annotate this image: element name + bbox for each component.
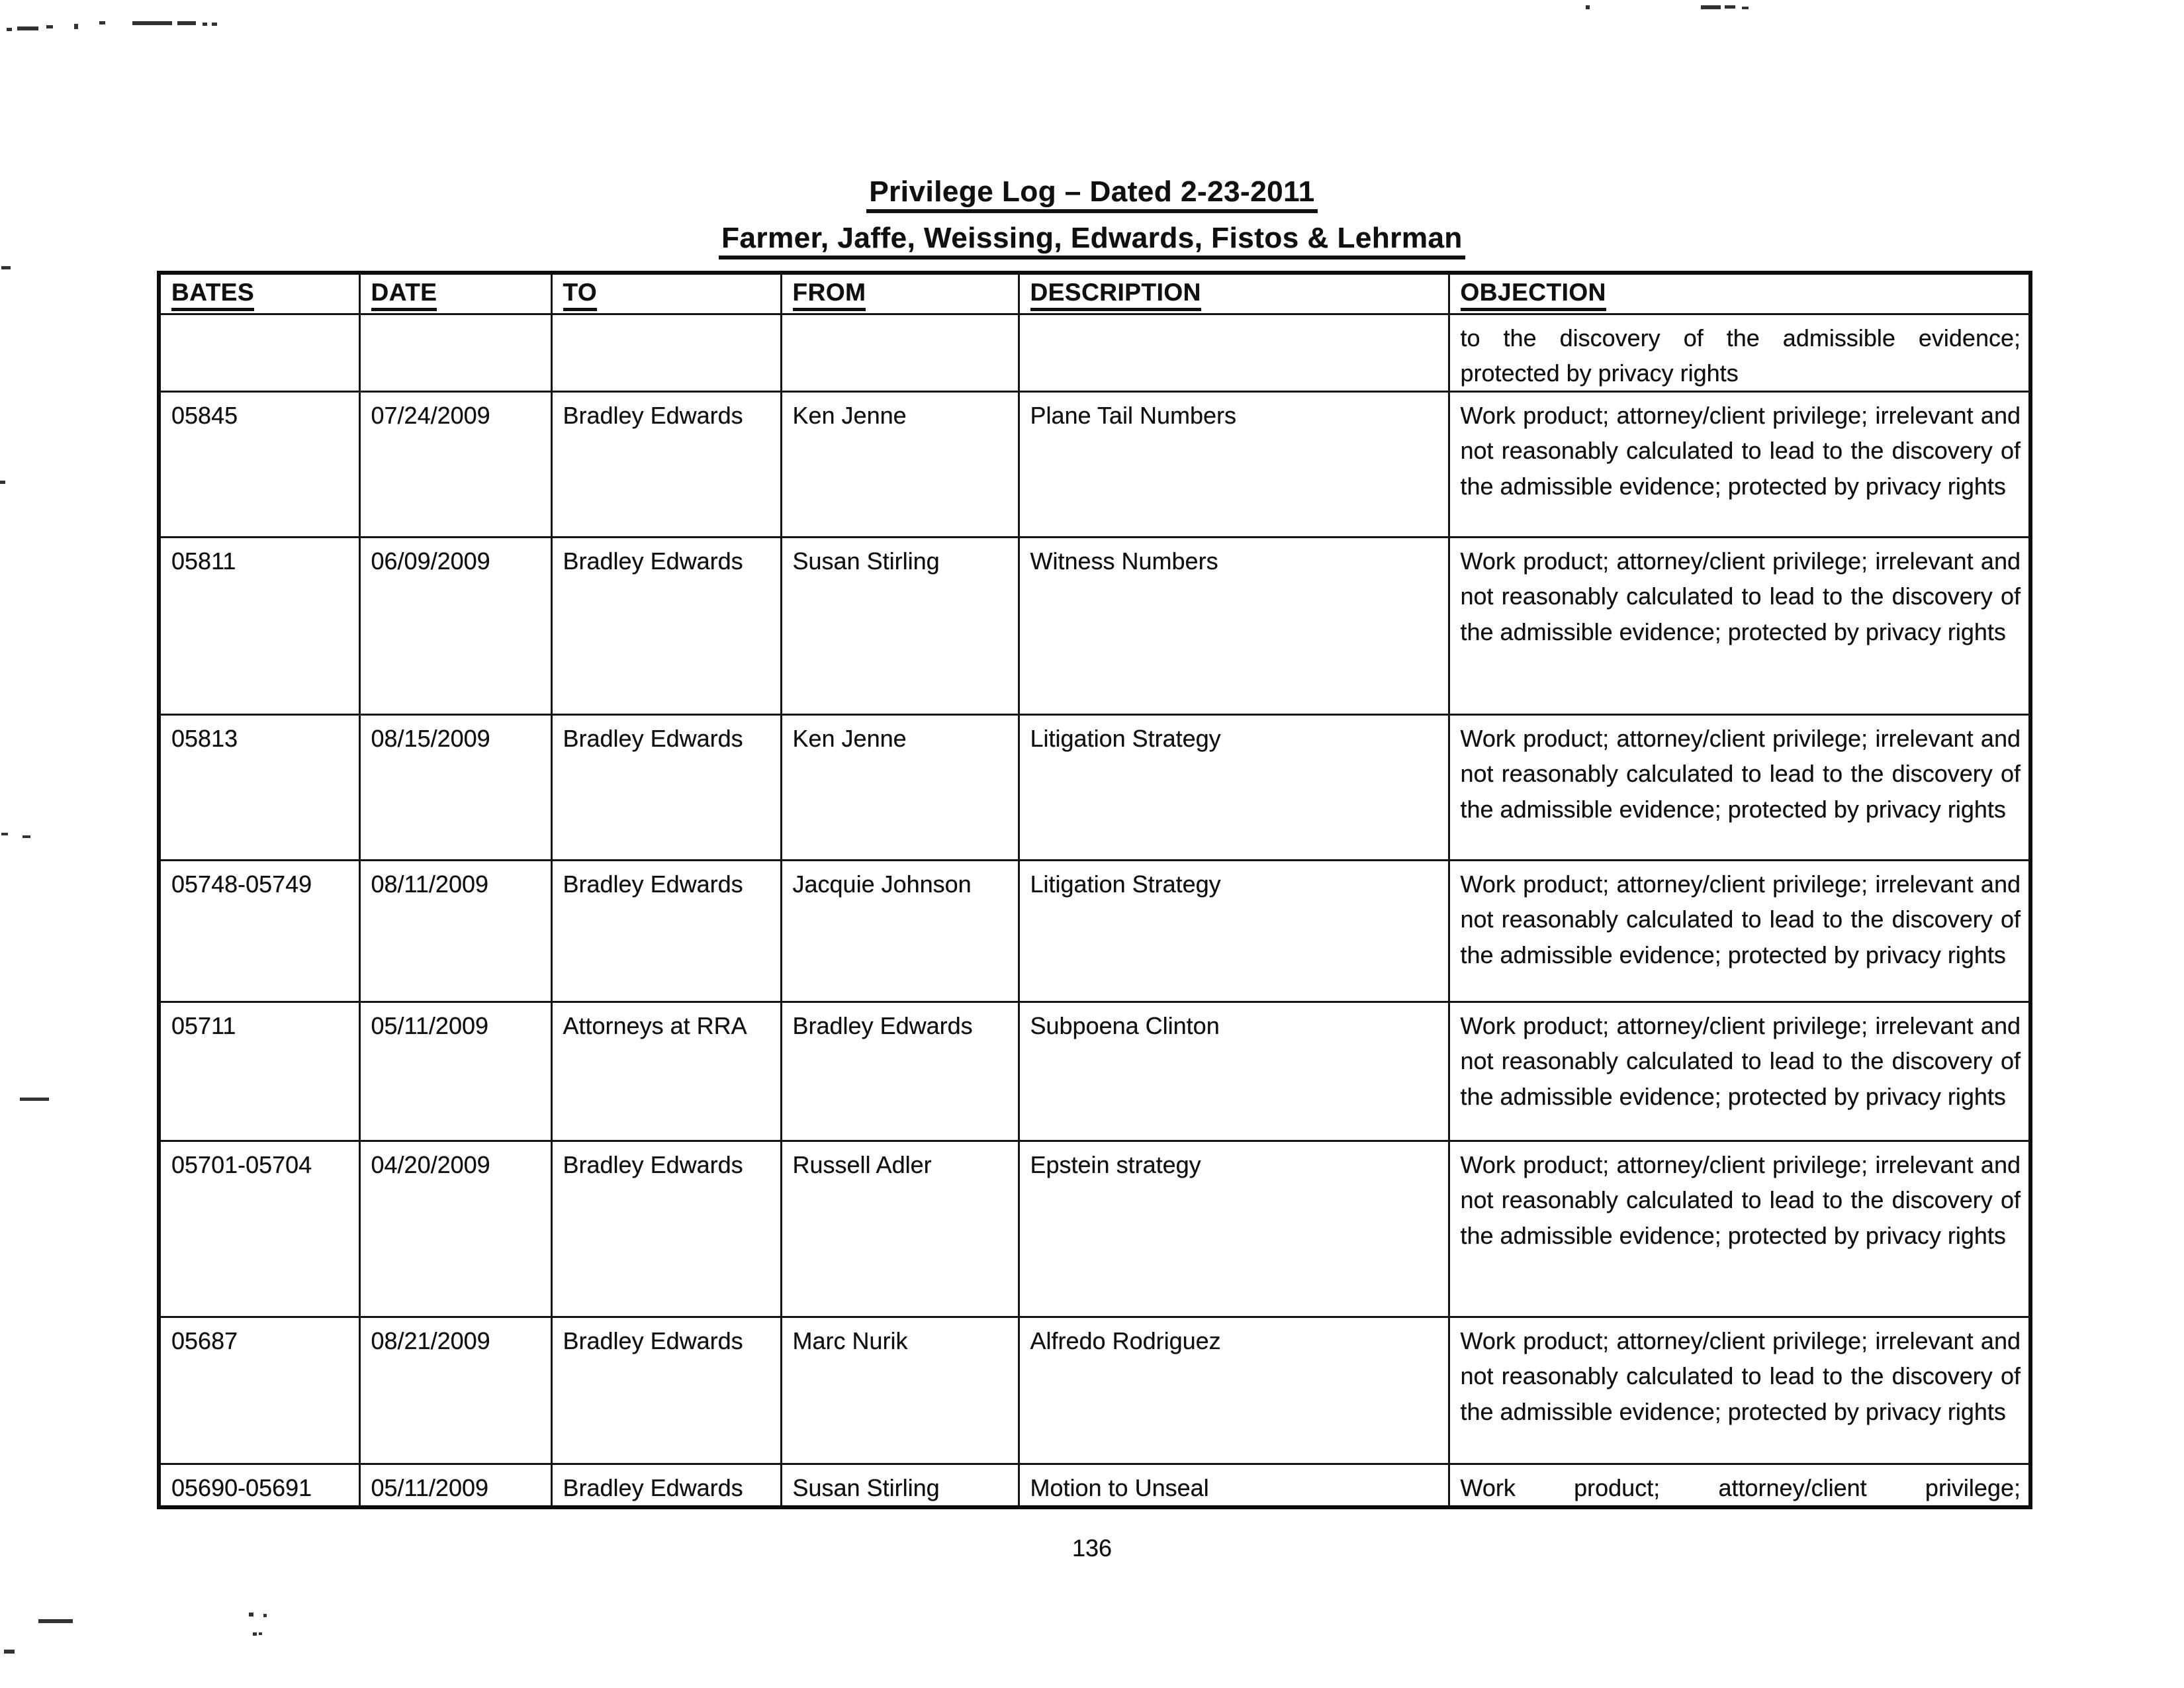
- objection-cell: Work product; attorney/client privilege; irrelevant and not reasonably calculated to lead to the discovery of the admissible evidence; protected by privacy rights: [1449, 392, 2030, 538]
- date-cell: 08/21/2009: [359, 1317, 551, 1464]
- scan-artifact: [1586, 5, 1590, 9]
- bates-cell: 05687: [159, 1317, 359, 1464]
- page-number: 136: [1071, 1534, 1113, 1562]
- column-header-to: [551, 273, 781, 314]
- table-row: [159, 715, 2030, 861]
- scan-artifact: [177, 21, 196, 25]
- scan-artifact: [1, 833, 8, 835]
- column-header-from: [781, 273, 1019, 314]
- column-header-objection-label: OBJECTION: [1461, 279, 1606, 311]
- from-cell: [781, 314, 1019, 392]
- scan-artifact: [259, 1632, 262, 1635]
- column-header-bates-label: BATES: [171, 279, 254, 311]
- objection-cell: Work product; attorney/client privilege; irrelevant and not reasonably calculated to lead to the discovery of the admissible evidence; protected by privacy rights: [1449, 1317, 2030, 1464]
- table-row: [159, 861, 2030, 1002]
- description-cell: Alfredo Rodriguez: [1019, 1317, 1449, 1464]
- objection-cell: Work product; attorney/client privilege;: [1449, 1464, 2030, 1508]
- description-cell: Plane Tail Numbers: [1019, 392, 1449, 538]
- scan-artifact: [7, 28, 12, 31]
- column-header-bates: [159, 273, 359, 314]
- bates-cell: 05701-05704: [159, 1141, 359, 1317]
- column-header-objection: [1449, 273, 2030, 314]
- date-cell: [359, 314, 551, 392]
- header-row: [159, 273, 2030, 314]
- date-cell: 05/11/2009: [359, 1002, 551, 1141]
- from-cell: Bradley Edwards: [781, 1002, 1019, 1141]
- description-cell: Subpoena Clinton: [1019, 1002, 1449, 1141]
- objection-cell: Work product; attorney/client privilege; irrelevant and not reasonably calculated to lead to the discovery of the admissible evidence; protected by privacy rights: [1449, 1141, 2030, 1317]
- column-header-date: [359, 273, 551, 314]
- date-cell: 05/11/2009: [359, 1464, 551, 1508]
- to-cell: Attorneys at RRA: [551, 1002, 781, 1141]
- objection-cell: Work product; attorney/client privilege; irrelevant and not reasonably calculated to lead to the discovery of the admissible evidence; protected by privacy rights: [1449, 861, 2030, 1002]
- to-cell: Bradley Edwards: [551, 861, 781, 1002]
- table-row: [159, 1317, 2030, 1464]
- scan-artifact: [17, 26, 38, 30]
- scan-artifact: [1742, 7, 1749, 9]
- table-row: [159, 1141, 2030, 1317]
- to-cell: [551, 314, 781, 392]
- column-header-from-label: FROM: [793, 279, 866, 311]
- bates-cell: 05748-05749: [159, 861, 359, 1002]
- scan-artifact: [99, 21, 105, 24]
- from-cell: Ken Jenne: [781, 715, 1019, 861]
- table-row: [159, 538, 2030, 715]
- objection-cell: Work product; attorney/client privilege; irrelevant and not reasonably calculated to lead to the discovery of the admissible evidence; protected by privacy rights: [1449, 715, 2030, 861]
- scan-artifact: [4, 1650, 15, 1654]
- to-cell: Bradley Edwards: [551, 1464, 781, 1508]
- date-cell: 08/15/2009: [359, 715, 551, 861]
- date-cell: 07/24/2009: [359, 392, 551, 538]
- date-cell: 06/09/2009: [359, 538, 551, 715]
- column-header-description-label: DESCRIPTION: [1030, 279, 1201, 311]
- objection-cell: Work product; attorney/client privilege; irrelevant and not reasonably calculated to lead to the discovery of the admissible evidence; protected by privacy rights: [1449, 1002, 2030, 1141]
- from-cell: Jacquie Johnson: [781, 861, 1019, 1002]
- scan-artifact: [263, 1614, 267, 1617]
- from-cell: Ken Jenne: [781, 392, 1019, 538]
- objection-cell: Work product; attorney/client privilege; irrelevant and not reasonably calculated to lead to the discovery of the admissible evidence; protected by privacy rights: [1449, 538, 2030, 715]
- table-row: [159, 1002, 2030, 1141]
- description-cell: [1019, 314, 1449, 392]
- to-cell: Bradley Edwards: [551, 1317, 781, 1464]
- scan-artifact: [249, 1613, 253, 1617]
- to-cell: Bradley Edwards: [551, 715, 781, 861]
- bates-cell: 05711: [159, 1002, 359, 1141]
- scan-artifact: [1725, 5, 1735, 9]
- from-cell: Susan Stirling: [781, 1464, 1019, 1508]
- scan-artifact: [203, 23, 207, 26]
- from-cell: Marc Nurik: [781, 1317, 1019, 1464]
- page-title: Privilege Log – Dated 2-23-2011: [866, 177, 1317, 213]
- description-cell: Litigation Strategy: [1019, 715, 1449, 861]
- privilege-log-table: [157, 271, 2032, 1509]
- scan-artifact: [1701, 5, 1721, 9]
- description-cell: Motion to Unseal: [1019, 1464, 1449, 1508]
- from-cell: Susan Stirling: [781, 538, 1019, 715]
- objection-cell: to the discovery of the admissible evidence; protected by privacy rights: [1449, 314, 2030, 392]
- scan-artifact: [74, 24, 78, 29]
- date-cell: 08/11/2009: [359, 861, 551, 1002]
- table-row: [159, 314, 2030, 392]
- scan-artifact: [46, 25, 53, 28]
- date-cell: 04/20/2009: [359, 1141, 551, 1317]
- scan-artifact: [212, 23, 217, 26]
- column-header-date-label: DATE: [371, 279, 437, 311]
- bates-cell: 05813: [159, 715, 359, 861]
- to-cell: Bradley Edwards: [551, 1141, 781, 1317]
- description-cell: Witness Numbers: [1019, 538, 1449, 715]
- description-cell: Epstein strategy: [1019, 1141, 1449, 1317]
- scan-artifact: [23, 835, 30, 838]
- scan-artifact: [253, 1632, 257, 1636]
- scan-artifact: [1, 266, 11, 269]
- scan-artifact: [20, 1098, 49, 1101]
- table-row: [159, 1464, 2030, 1508]
- table-row: [159, 392, 2030, 538]
- document-header: [0, 177, 2184, 259]
- bates-cell: 05811: [159, 538, 359, 715]
- bates-cell: 05845: [159, 392, 359, 538]
- to-cell: Bradley Edwards: [551, 392, 781, 538]
- column-header-description: [1019, 273, 1449, 314]
- scan-artifact: [0, 481, 5, 484]
- description-cell: Litigation Strategy: [1019, 861, 1449, 1002]
- page-subtitle: Farmer, Jaffe, Weissing, Edwards, Fistos & Lehrman: [719, 224, 1465, 259]
- column-header-to-label: TO: [563, 279, 598, 311]
- scan-artifact: [38, 1619, 73, 1623]
- bates-cell: 05690-05691: [159, 1464, 359, 1508]
- bates-cell: [159, 314, 359, 392]
- to-cell: Bradley Edwards: [551, 538, 781, 715]
- from-cell: Russell Adler: [781, 1141, 1019, 1317]
- scan-artifact: [132, 21, 172, 25]
